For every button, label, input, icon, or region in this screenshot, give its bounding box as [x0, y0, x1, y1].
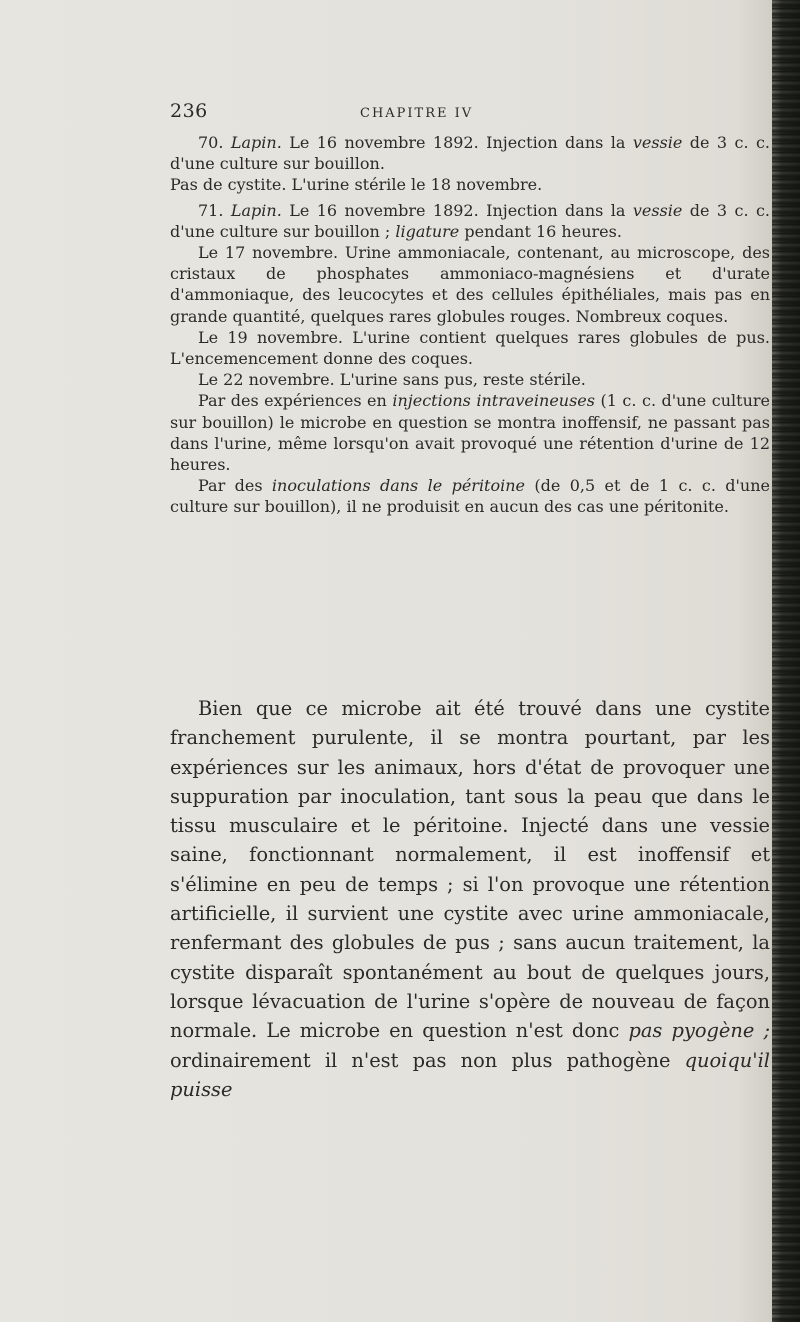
case-notes — [170, 132, 770, 518]
experiment-text: (de 0,5 et de 1 c. c. d'une culture sur bouillon), il ne produisit en aucun des cas une péritonite. — [170, 476, 771, 517]
conclusion-paragraph — [170, 694, 770, 1104]
case-text: de 3 c. c. d'une culture sur bouillon ; — [170, 200, 770, 241]
running-head: CHAPITRE IV — [360, 106, 474, 121]
conclusion-text — [170, 694, 770, 1104]
conclusion-body: Bien que ce microbe ait été trouvé dans une cystite franchement purulente, il se montra pourtant, par les expériences sur les animaux, hors d'état de provoquer une suppuration par inoculation, tant sous la peau que dans le tissu musculaire et le péritoine. Injecté dans une vessie saine, fonctionnant normalement, il est inoffensif et s'élimine en peu de temps ; si l'on provoque une rétention artificielle, il survient une cystite avec urine ammoniacale, renfermant des globules de pus ; sans aucun traitement, la cystite disparaît spontanément au bout de quelques jours, lorsque lévacuation de l'urine s'opère de nouveau de façon normale. Le microbe en question n'est donc — [170, 697, 770, 1043]
conclusion-body: ordinairement il n'est pas non plus pathogène — [170, 1048, 685, 1072]
case-number: 70. — [198, 133, 224, 152]
conclusion-emphasis: pas pyogène ; — [628, 1019, 770, 1043]
intravenous-experiments — [170, 390, 770, 475]
case-text: de 3 c. c. d'une culture sur bouillon. — [170, 133, 770, 174]
case-animal: Lapin. — [230, 200, 282, 220]
experiment-emphasis: inoculations dans le péritoine — [271, 476, 526, 496]
case-text: Le 16 novembre 1892. Injection dans la — [281, 200, 633, 220]
case-71 — [170, 200, 770, 242]
case-animal: Lapin. — [230, 133, 282, 152]
case-emphasis: vessie — [632, 133, 683, 152]
case-71-day-22: Le 22 novembre. L'urine sans pus, reste stérile. — [198, 370, 586, 390]
case-71-day-17: Le 17 novembre. Urine ammoniacale, contenant, au microscope, des cristaux de phosphates ammoniaco-magnésiens et d'urate d'ammoniaque, des leucocytes et des cellules épithéliales, mais pas en grande quantité, quelques rares globules rouges. Nombreux coques. — [170, 243, 770, 326]
case-number: 71. — [198, 200, 224, 220]
experiment-text: (1 c. c. d'une culture sur bouillon) le microbe en question se montra inoffensif, ne passant pas dans l'urine, même lorsqu'on avait provoqué une rétention d'urine de 12 heures. — [170, 391, 771, 475]
experiment-emphasis: injections intraveineuses — [392, 391, 595, 411]
conclusion-emphasis: quoiqu'il puisse — [170, 1048, 770, 1101]
case-emphasis: vessie — [632, 200, 683, 220]
page-number: 236 — [170, 100, 208, 122]
peritoneal-experiments — [170, 475, 770, 517]
case-emphasis: ligature — [395, 221, 460, 241]
page-header — [170, 100, 770, 124]
experiment-text: Par des expériences en — [198, 391, 393, 411]
page-binding-edge — [772, 0, 800, 1322]
case-text: Le 16 novembre 1892. Injection dans la — [281, 133, 633, 152]
experiment-text: Par des — [198, 476, 272, 496]
case-71-day-19: Le 19 novembre. L'urine contient quelques rares globules de pus. L'encemencement donne des coques. — [170, 327, 770, 369]
case-70 — [170, 132, 770, 174]
case-70-result: Pas de cystite. L'urine stérile le 18 novembre. — [170, 175, 543, 195]
case-text: pendant 16 heures. — [459, 221, 622, 241]
